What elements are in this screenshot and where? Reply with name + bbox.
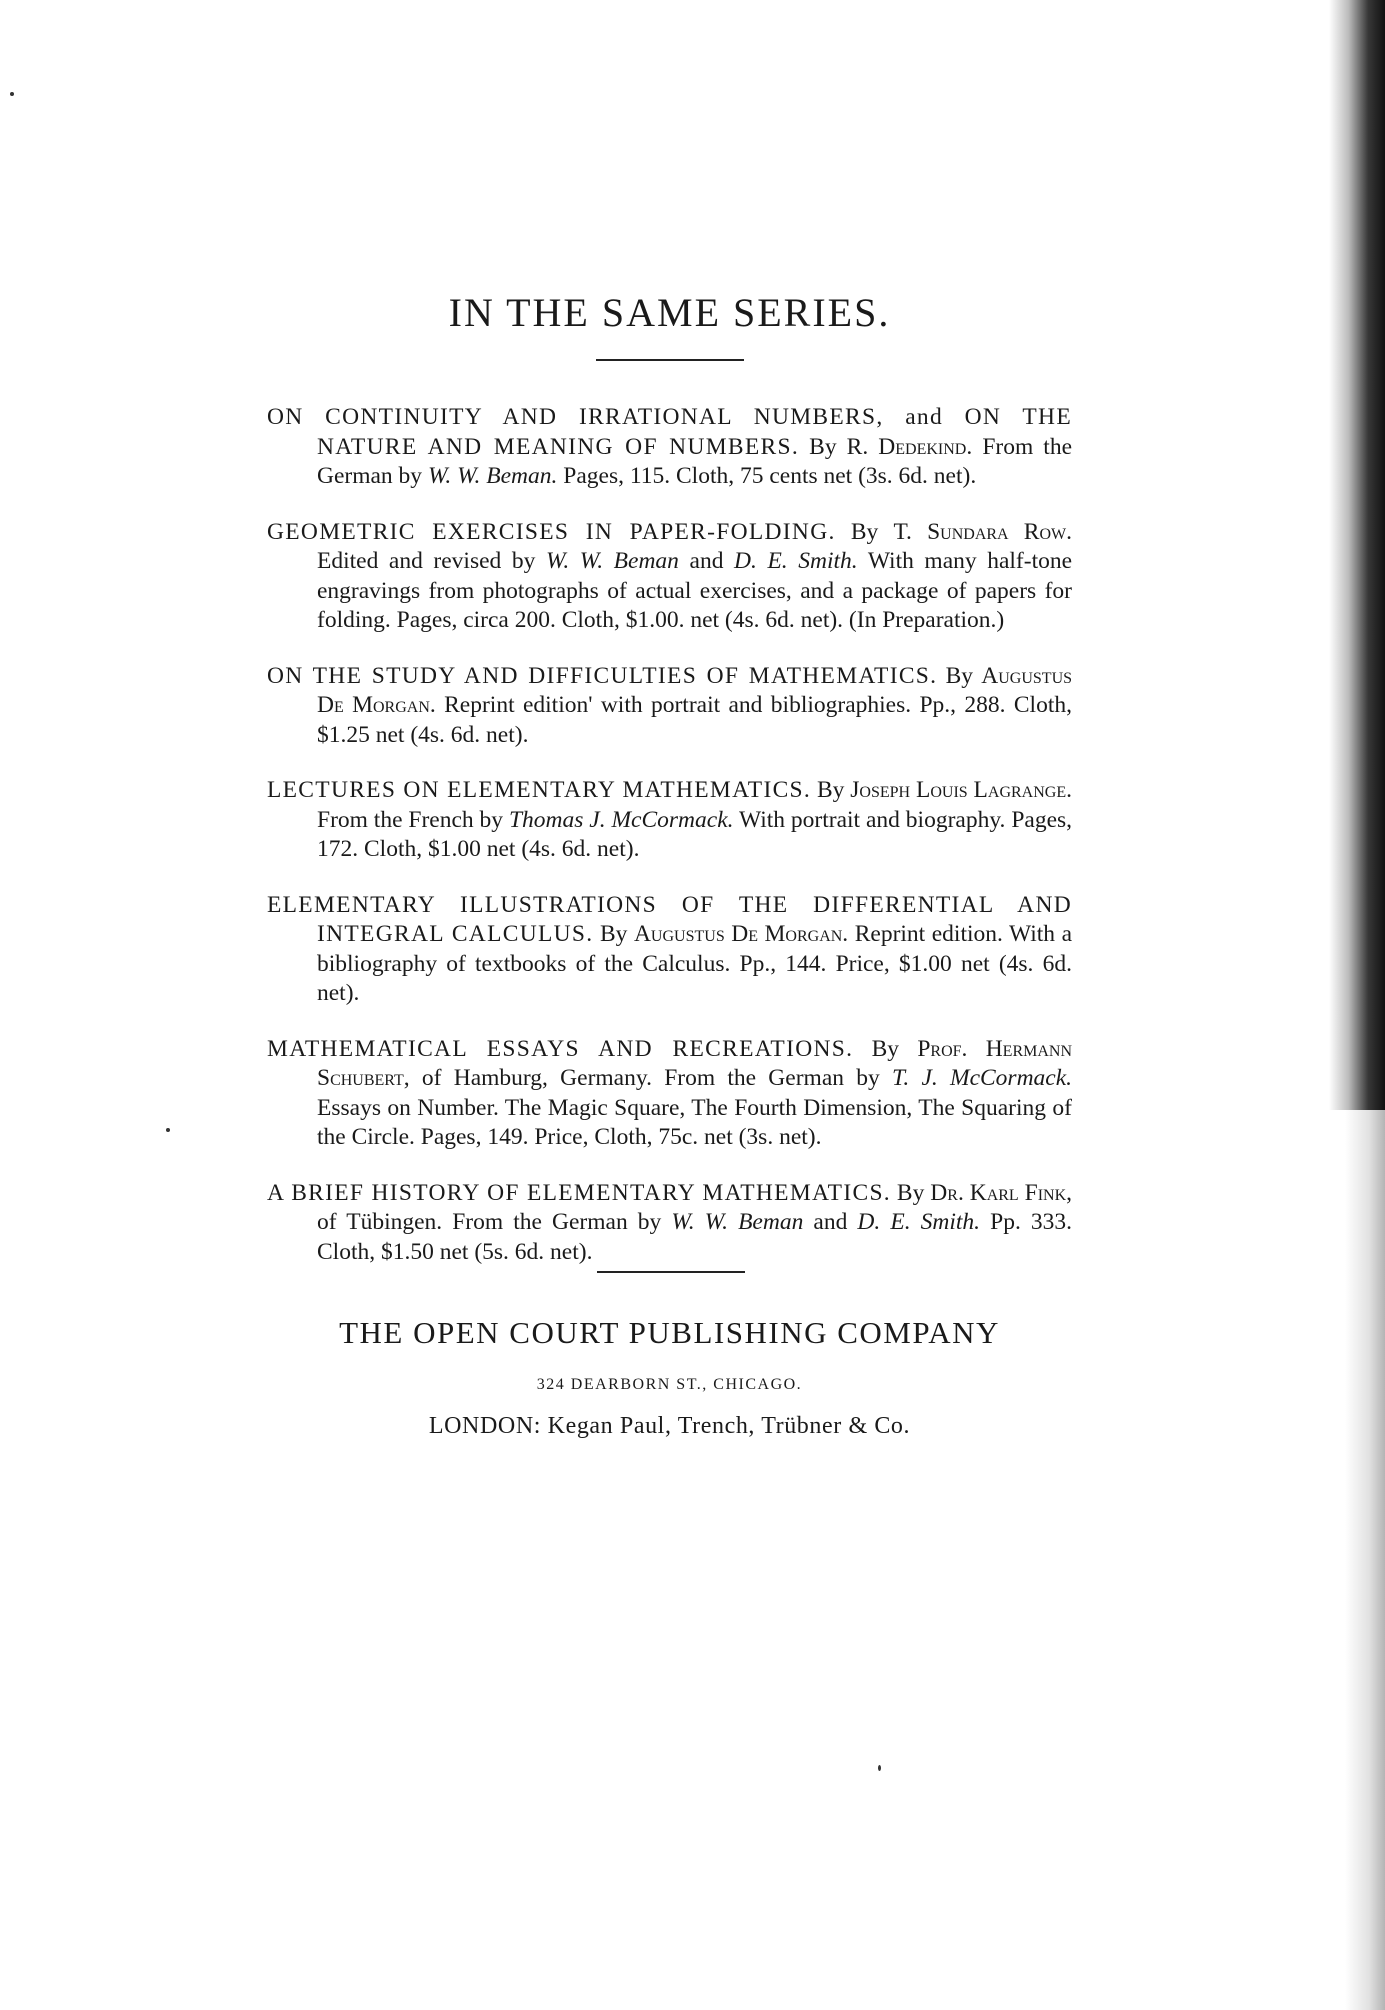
book-author: Augustus De Morgan.	[633, 921, 849, 947]
book-author: R. Dedekind.	[846, 433, 973, 460]
book-author: Dr. Karl Fink,	[930, 1179, 1073, 1206]
book-title: ON CONTINUITY AND IRRATIONAL NUMBERS, and ON THE NATURE AND MEANING OF NUMBERS.	[267, 404, 1072, 460]
book-entry	[267, 1035, 1072, 1153]
book-translator: W. W. Beman	[671, 1209, 804, 1235]
and-word: and	[813, 1209, 848, 1235]
book-details: With portrait and biography. Pages, 172. Cloth, $1.00 net (4s. 6d. net).	[317, 806, 1073, 862]
publisher-address: 324 DEARBORN ST., CHICAGO.	[536, 1376, 803, 1393]
by-word: By	[809, 433, 837, 460]
by-word: By	[850, 518, 879, 545]
heading-rule	[596, 359, 744, 361]
book-title: MATHEMATICAL ESSAYS AND RECREATIONS.	[267, 1035, 854, 1062]
book-translator: T. J. McCormack.	[892, 1065, 1073, 1091]
book-author: Prof. Hermann Schubert,	[317, 1035, 1073, 1091]
by-word: By	[896, 1179, 925, 1206]
scan-speck	[10, 92, 14, 96]
scan-speck	[878, 1765, 881, 1771]
book-details: Pages, 115. Cloth, 75 cents net (3s. 6d. net).	[563, 463, 977, 489]
book-details: Essays on Number. The Magic Square, The Fourth Dimension, The Squaring of the Circle. Pages, 149. Price, Cloth, 75c. net (3s. net).	[317, 1094, 1072, 1150]
book-translator: Thomas J. McCormack.	[508, 806, 734, 833]
by-word: By	[599, 921, 628, 947]
book-entry	[267, 891, 1072, 1009]
book-details: With many half-tone engravings from photographs of actual exercises, and a package of papers for folding. Pages, circa 200. Cloth, $1.00. net (4s. 6d. net). (In Preparation.)	[317, 548, 1073, 633]
book-translator-2: D. E. Smith.	[857, 1209, 981, 1235]
book-title: A BRIEF HISTORY OF ELEMENTARY MATHEMATICS.	[267, 1179, 891, 1206]
book-entry	[267, 518, 1072, 636]
book-entry	[267, 1179, 1072, 1268]
book-text: of Hamburg, Germany. From the German by	[421, 1065, 880, 1091]
publisher-name: THE OPEN COURT PUBLISHING COMPANY	[339, 1315, 1000, 1350]
book-text: From the French by	[317, 806, 504, 833]
book-text: Edited and revised by	[317, 548, 536, 574]
book-translator-2: D. E. Smith.	[734, 548, 858, 574]
by-word: By	[945, 662, 974, 689]
scan-speck	[166, 1128, 170, 1132]
book-entry	[267, 776, 1072, 865]
book-title: ELEMENTARY ILLUSTRATIONS OF THE DIFFERENTIAL AND INTEGRAL CALCULUS.	[267, 891, 1072, 947]
book-entry	[267, 662, 1072, 751]
book-title: GEOMETRIC EXERCISES IN PAPER-FOLDING.	[267, 518, 836, 545]
footer-rule	[597, 1271, 745, 1273]
book-author: Augustus De Morgan.	[317, 662, 1073, 718]
and-word: and	[689, 548, 724, 574]
book-details: Pp. 333. Cloth, $1.50 net (5s. 6d. net).	[317, 1209, 1073, 1265]
book-details: Reprint edition. With a bibliography of textbooks of the Calculus. Pp., 144. Price, $1.00 net (4s. 6d. net).	[317, 921, 1072, 1006]
by-word: By	[816, 777, 845, 803]
book-list	[267, 403, 1072, 1267]
book-text: From the German by	[317, 433, 1073, 489]
book-translator: W. W. Beman	[545, 548, 679, 574]
series-heading: IN THE SAME SERIES.	[448, 290, 891, 335]
book-details: Reprint edition' with portrait and bibliographies. Pp., 288. Cloth, $1.25 net (4s. 6d. net).	[317, 692, 1072, 748]
scan-spine-shadow-lower	[1345, 1110, 1385, 2010]
book-entry	[267, 403, 1072, 492]
book-text: of Tübingen. From the German by	[317, 1209, 662, 1235]
book-title: LECTURES ON ELEMENTARY MATHEMATICS.	[267, 777, 812, 803]
book-author: T. Sundara Row.	[893, 518, 1072, 545]
by-word: By	[871, 1035, 900, 1062]
series-listing	[267, 283, 1072, 1441]
scan-spine-shadow	[1329, 0, 1385, 1110]
book-title: ON THE STUDY AND DIFFICULTIES OF MATHEMATICS.	[267, 662, 938, 689]
book-translator: W. W. Beman.	[427, 463, 558, 489]
book-author: Joseph Louis Lagrange.	[850, 777, 1072, 803]
london-agent: LONDON: Kegan Paul, Trench, Trübner & Co.	[428, 1413, 911, 1439]
